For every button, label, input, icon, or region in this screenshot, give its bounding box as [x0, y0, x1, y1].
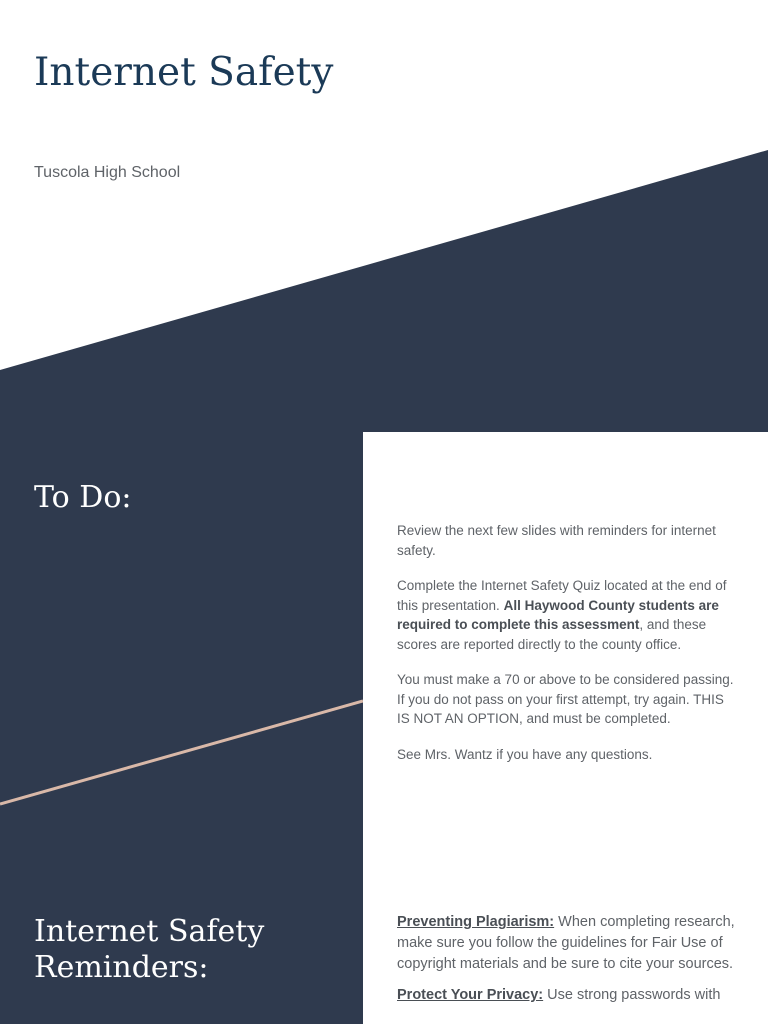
todo-paragraph-2	[397, 576, 737, 654]
todo-slide	[0, 432, 768, 864]
reminders-heading: Internet Safety Reminders:	[34, 914, 265, 985]
reminder-item	[397, 985, 737, 1006]
reminder-text: When completing research, make sure you follow the guidelines for Fair Use of copyright materials and be sure to cite your sources.	[397, 914, 735, 972]
reminder-label: Protect Your Privacy:	[397, 987, 544, 1003]
reminders-slide	[0, 864, 768, 1024]
presentation-subtitle: Tuscola High School	[34, 164, 181, 181]
navy-diagonal-shape	[0, 150, 768, 432]
todo-paragraph-2-start: Complete the Internet Safety Quiz located at the end of this presentation.	[397, 578, 727, 613]
todo-paragraph-1: Review the next few slides with reminders for internet safety.	[397, 523, 716, 558]
todo-content	[397, 521, 737, 780]
reminders-content-panel	[363, 864, 768, 1024]
reminder-label: Preventing Plagiarism:	[397, 914, 555, 930]
reminder-text: Use strong passwords with	[543, 987, 721, 1003]
presentation-title: Internet Safety	[34, 50, 334, 95]
reminder-item	[397, 912, 737, 975]
title-slide	[0, 0, 768, 432]
todo-heading: To Do:	[34, 480, 132, 515]
todo-content-panel	[363, 432, 768, 864]
todo-paragraph-4: See Mrs. Wantz if you have any questions.	[397, 746, 653, 762]
accent-line	[0, 701, 363, 804]
reminders-content	[397, 912, 737, 1016]
todo-paragraph-2-bold: All Haywood County students are required to complete this assessment	[397, 597, 719, 632]
todo-paragraph-3: You must make a 70 or above to be considered passing. If you do not pass on your first attempt, try again. THIS IS NOT AN OPTION, and must be completed.	[397, 672, 734, 726]
todo-paragraph-2-end: , and these scores are reported directly to the county office.	[397, 617, 707, 652]
